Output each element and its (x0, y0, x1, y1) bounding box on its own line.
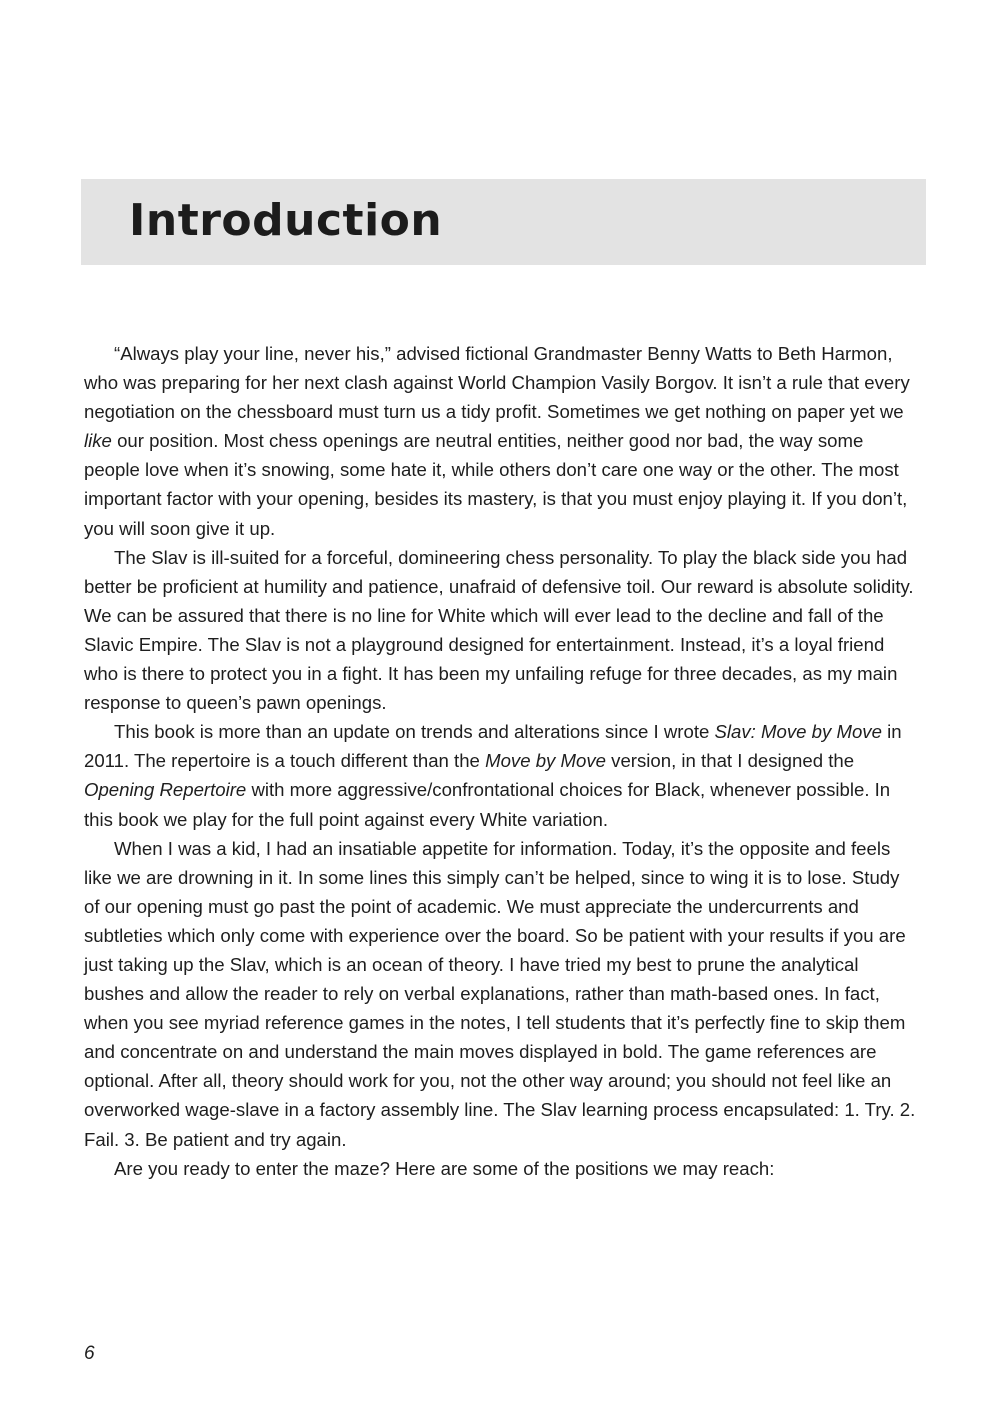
body-paragraph (84, 339, 917, 543)
italic-text: Move by Move (485, 750, 606, 772)
paragraph-text: our position. Most chess openings are neutral entities, neither good nor bad, the way some people love when it’s snowing, some hate it, while others don’t care one way or the other. The most important factor with your opening, besides its mastery, is that you must enjoy playing it. If you don’t, you will soon give it up. (84, 430, 908, 539)
italic-text: Opening Repertoire (84, 779, 247, 801)
paragraph-text: This book is more than an update on trends and alterations since I wrote (114, 721, 715, 743)
body-paragraph (84, 834, 917, 1154)
page-number: 6 (84, 1343, 95, 1364)
paragraph-text: The Slav is ill-suited for a forceful, domineering chess personality. To play the black side you had better be proficient at humility and patience, unafraid of defensive toil. Our reward is absolute solidity. We can be assured that there is no line for White which will ever lead to the decline and fall of the Slavic Empire. The Slav is not a playground designed for entertainment. Instead, it’s a loyal friend who is there to protect you in a fight. It has been my unfailing refuge for three decades, as my main response to queen’s pawn openings. (84, 546, 914, 714)
paragraph-text: “Always play your line, never his,” advised fictional Grandmaster Benny Watts to Beth Harmon, who was preparing for her next clash against World Champion Vasily Borgov. It isn’t a rule that every negotiation on the chessboard must turn us a tidy profit. Sometimes we get nothing on paper yet we (84, 343, 910, 423)
paragraph-text: with more aggressive/confrontational choices for Black, whenever possible. In this book we play for the full point against every White variation. (84, 779, 891, 830)
chapter-body (84, 339, 917, 1183)
italic-text: like (84, 430, 112, 452)
paragraph-text: version, in that I designed the (605, 750, 855, 772)
body-paragraph (84, 543, 917, 718)
italic-text: Slav: Move by Move (714, 721, 882, 743)
body-paragraph (84, 1154, 917, 1183)
paragraph-text: in 2011. The repertoire is a touch different than the (84, 721, 902, 772)
chapter-title-band (81, 179, 926, 265)
body-paragraph (84, 717, 917, 833)
paragraph-text: Are you ready to enter the maze? Here are some of the positions we may reach: (114, 1157, 775, 1179)
paragraph-text: When I was a kid, I had an insatiable appetite for information. Today, it’s the opposite and feels like we are drowning in it. In some lines this simply can’t be helped, since to wing it is to lose. Study of our opening must go past the point of academic. We must appreciate the undercurrents and subtleties which only come with experience over the board. So be patient with your results if you are just taking up the Slav, which is an ocean of theory. I have tried my best to prune the analytical bushes and allow the reader to rely on verbal explanations, rather than math-based ones. In fact, when you see myriad reference games in the notes, I tell students that it’s perfectly fine to skip them and concentrate on and understand the main moves displayed in bold. The game references are optional. After all, theory should work for you, not the other way around; you should not feel like an overworked wage-slave in a factory assembly line. The Slav learning process encapsulated: 1. Try. 2. Fail. 3. Be patient and try again. (84, 837, 916, 1150)
chapter-title: Introduction (129, 195, 443, 246)
